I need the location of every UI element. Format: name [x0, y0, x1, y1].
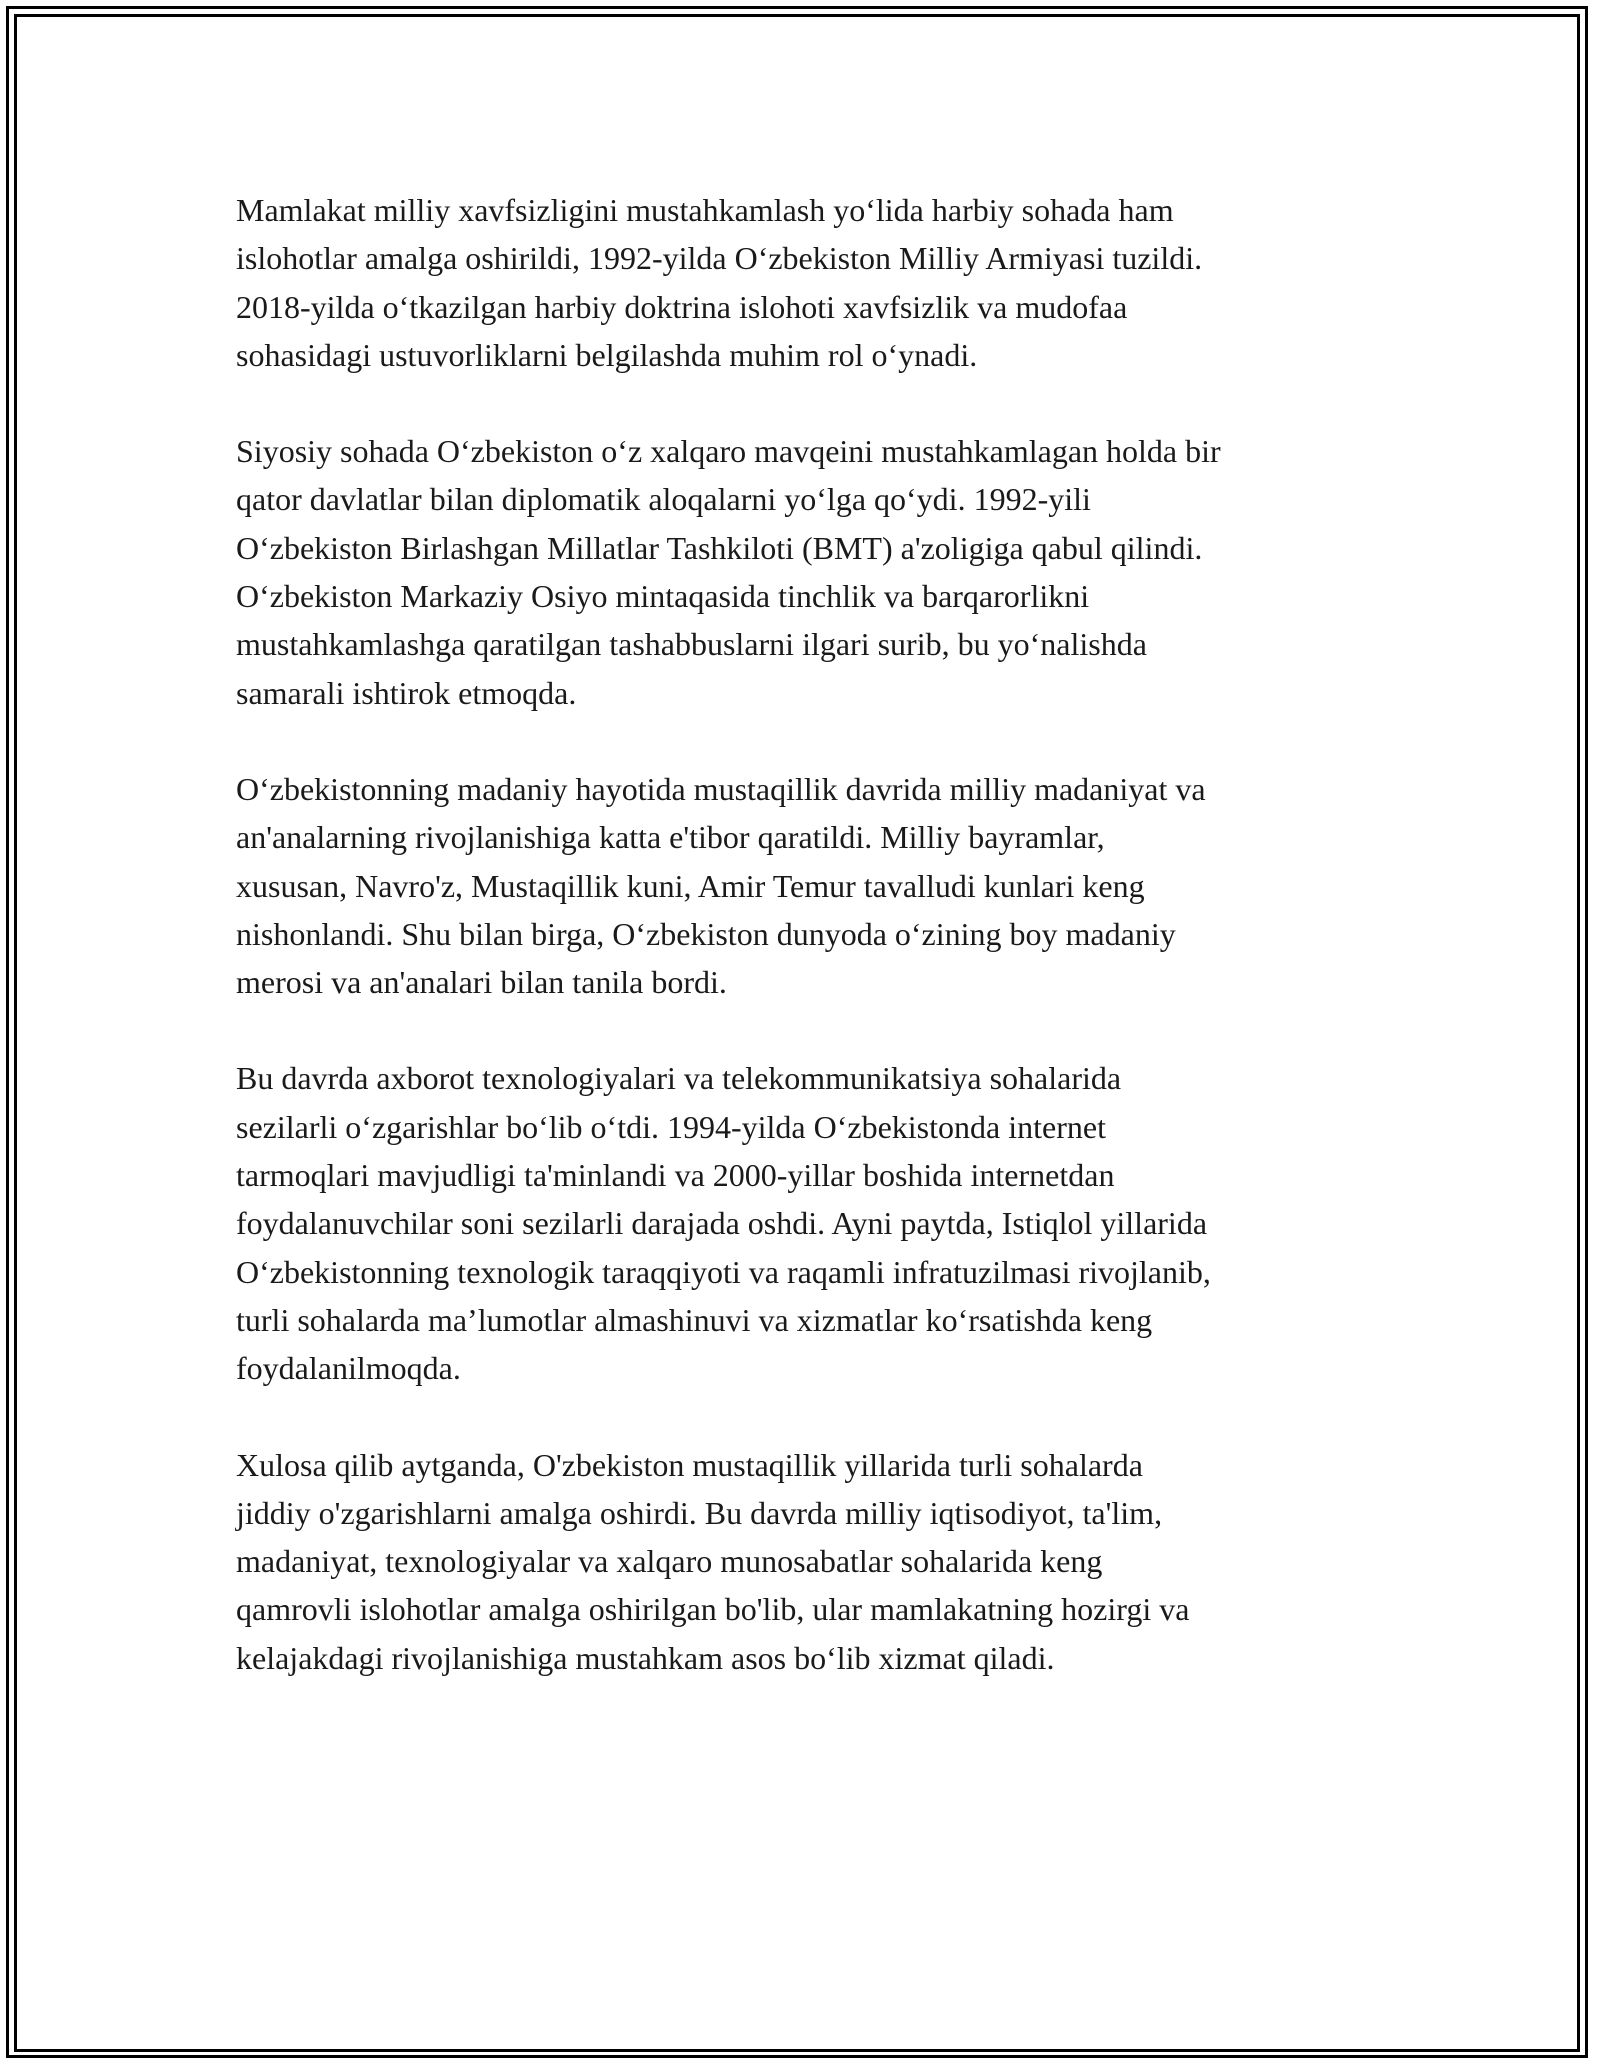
paragraph-military-reform: Mamlakat milliy xavfsizligini mustahkamlash yo‘lida harbiy sohada ham islohotlar amalga oshirildi, 1992-yilda O‘zbekiston Milliy Armiyasi tuzildi. 2018-yilda o‘tkazilgan harbiy doktrina islohoti xavfsizlik va mudofaa sohasidagi ustuvorliklarni belgilashda muhim rol o‘ynadi.: [236, 192, 1203, 373]
paragraph-political-diplomacy: Siyosiy sohada O‘zbekiston o‘z xalqaro mavqeini mustahkamlagan holda bir qator davlatlar bilan diplomatik aloqalarni yo‘lga qo‘ydi. 1992-yili O‘zbekiston Birlashgan Millatlar Tashkiloti (BMT) a'zoligiga qabul qilindi. O‘zbekiston Markaziy Osiyo mintaqasida tinchlik va barqarorlikni mustahkamlashga qaratilgan tashabbuslarni ilgari surib, bu yo‘nalishda samarali ishtirok etmoqda.: [236, 433, 1221, 711]
paragraph-cultural-life: O‘zbekistonning madaniy hayotida mustaqillik davrida milliy madaniyat va an'analarning rivojlanishiga katta e'tibor qaratildi. Milliy bayramlar, xususan, Navro'z, Mustaqillik kuni, Amir Temur tavalludi kunlari keng nishonlandi. Shu bilan birga, O‘zbekiston dunyoda o‘zining boy madaniy merosi va an'analari bilan tanila bordi.: [236, 770, 1206, 1001]
document-body: [236, 186, 1376, 1682]
paragraph-information-technology: Bu davrda axborot texnologiyalari va telekommunikatsiya sohalarida sezilarli o‘zgarishlar bo‘lib o‘tdi. 1994-yilda O‘zbekistonda internet tarmoqlari mavjudligi ta'minlandi va 2000-yillar boshida internetdan foydalanuvchilar soni sezilarli darajada oshdi. Ayni paytda, Istiqlol yillarida O‘zbekistonning texnologik taraqqiyoti va raqamli infratuzilmasi rivojlanib, turli sohalarda ma’lumotlar almashinuvi va xizmatlar ko‘rsatishda keng foydalanilmoqda.: [236, 1060, 1211, 1387]
paragraph-conclusion: Xulosa qilib aytganda, O'zbekiston mustaqillik yillarida turli sohalarda jiddiy o'zgarishlarni amalga oshirdi. Bu davrda milliy iqtisodiyot, ta'lim, madaniyat, texnologiyalar va xalqaro munosabatlar sohalarida keng qamrovli islohotlar amalga oshirilgan bo'lib, ular mamlakatning hozirgi va kelajakdagi rivojlanishiga mustahkam asos bo‘lib xizmat qiladi.: [236, 1446, 1190, 1676]
